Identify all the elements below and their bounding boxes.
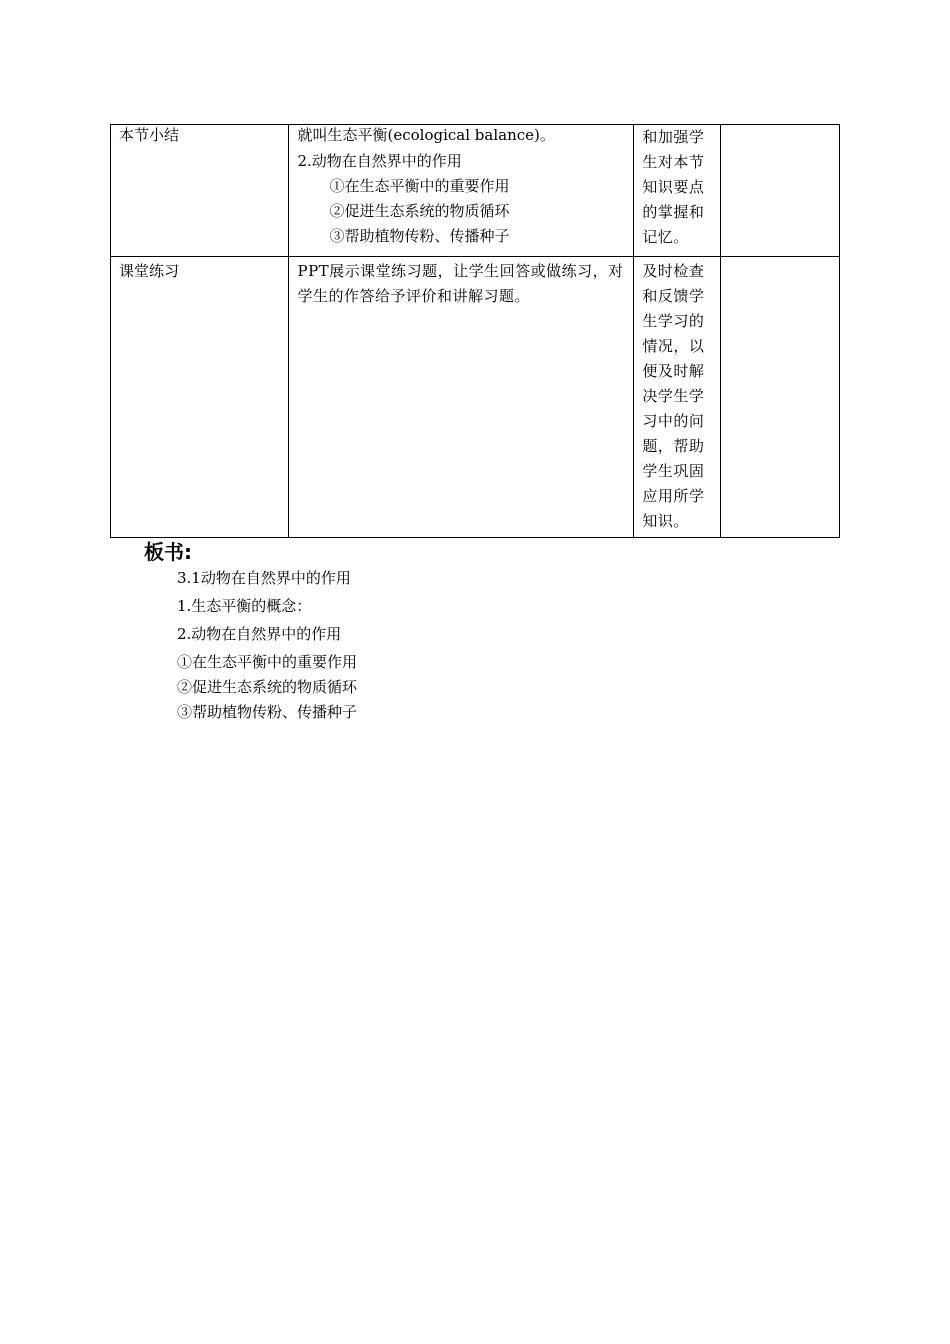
content-line: ①在生态平衡中的重要作用: [329, 177, 510, 195]
row-label: 本节小结: [119, 126, 180, 144]
board-line: 1.生态平衡的概念：: [177, 597, 312, 615]
lesson-plan-table: [110, 124, 840, 538]
row-content-cell: [289, 125, 634, 257]
content-line: 就叫生态平衡(ecological balance)。: [297, 126, 555, 144]
row-content-cell: [289, 257, 634, 538]
content-line: ③帮助植物传粉、传播种子: [329, 227, 510, 245]
content-line: ②促进生态系统的物质循环: [329, 202, 510, 220]
board-line: 3.1动物在自然界中的作用: [177, 569, 351, 587]
board-title: 板书:: [144, 540, 192, 564]
row-purpose-cell: [634, 257, 720, 538]
board-list: [177, 566, 357, 725]
board-line: ③帮助植物传粉、传播种子: [177, 703, 358, 721]
row-purpose: 及时检查和反馈学生学习的情况，以便及时解决学生学习中的问题，帮助学生巩固应用所学知识。: [642, 262, 705, 530]
row-label: 课堂练习: [119, 262, 180, 280]
row-label-cell: [111, 125, 289, 257]
row-label-cell: [111, 257, 289, 538]
table-row: [111, 125, 840, 257]
table-row: [111, 257, 840, 538]
board-line: 2.动物在自然界中的作用: [177, 625, 342, 643]
row-purpose: 和加强学生对本节知识要点的掌握和记忆。: [642, 128, 705, 246]
content-line: 2.动物在自然界中的作用: [297, 152, 462, 170]
row-content: PPT展示课堂练习题，让学生回答或做练习，对学生的作答给予评价和讲解习题。: [297, 262, 624, 305]
row-purpose-cell: [634, 125, 720, 257]
row-extra-cell: [720, 257, 839, 538]
board-line: ②促进生态系统的物质循环: [177, 678, 358, 696]
row-extra-cell: [720, 125, 839, 257]
board-line: ①在生态平衡中的重要作用: [177, 653, 358, 671]
